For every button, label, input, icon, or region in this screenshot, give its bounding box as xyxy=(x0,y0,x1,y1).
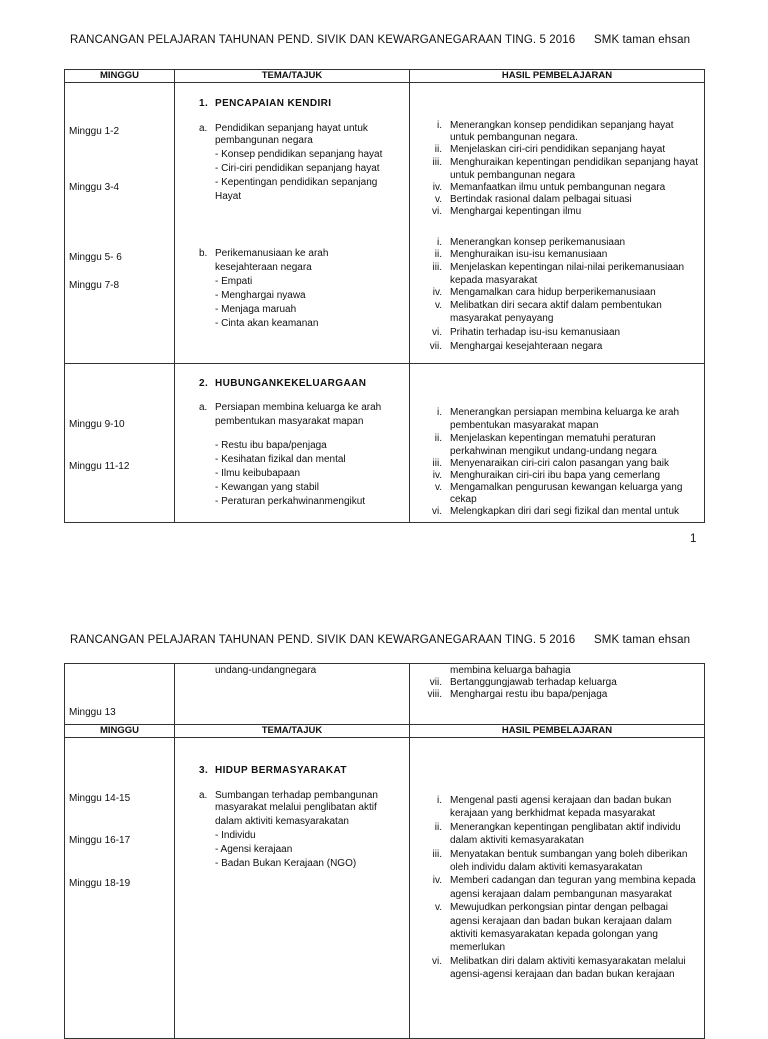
outcome-numeral: v. xyxy=(434,194,442,205)
subtopic-line: dalam aktiviti kemasyarakatan xyxy=(215,816,349,827)
outcome-cell xyxy=(410,664,705,725)
outcome-text: Menjelaskan kepentingan mematuhi peraturan perkahwinan mengikut undang-undang negara xyxy=(450,433,657,457)
table-row xyxy=(65,738,705,1039)
week-cell xyxy=(65,83,175,364)
outcome-numeral: vii. xyxy=(429,341,442,352)
outcome-item xyxy=(418,261,700,287)
outcome-text: Menerangkan konsep perikemanusiaan xyxy=(450,237,626,248)
subtopic-item: - Peraturan perkahwinanmengikut xyxy=(215,496,366,507)
subtopic-item: - Kesihatan fizikal dan mental xyxy=(215,454,346,465)
outcome-item xyxy=(418,848,700,875)
week-label: Minggu 16-17 xyxy=(69,835,131,846)
week-label: Minggu 5- 6 xyxy=(69,252,122,263)
outcome-numeral: i. xyxy=(437,795,442,806)
table-row xyxy=(65,364,705,523)
outcome-item xyxy=(418,237,700,249)
week-cell xyxy=(65,664,175,725)
subtopic-line: - Menghargai nyawa xyxy=(215,290,306,301)
subtopic-line: undang-undangnegara xyxy=(215,665,317,676)
section-title xyxy=(199,765,347,777)
table-row xyxy=(65,83,705,364)
outcome-cell xyxy=(410,83,705,364)
subtopic-line: pembangunan negara xyxy=(215,135,313,146)
outcome-item xyxy=(418,120,700,144)
outcome-text: Bertindak rasional dalam pelbagai situasi xyxy=(450,194,632,205)
section-title xyxy=(199,378,366,390)
header-school: SMK taman ehsan xyxy=(594,634,691,646)
outcome-item xyxy=(418,821,700,848)
subtopic-line: Perikemanusiaan ke arah xyxy=(215,248,329,259)
subtopic-line: Pendidikan sepanjang hayat untuk xyxy=(215,123,368,134)
outcome-numeral: ii. xyxy=(434,821,442,833)
subtopic-line: masyarakat melalui penglibatan aktif xyxy=(215,802,377,813)
subtopic-line: Hayat xyxy=(215,191,242,202)
outcome-numeral: iii. xyxy=(432,157,442,168)
page-gap xyxy=(0,560,768,600)
outcome-item xyxy=(418,506,700,518)
subtopic-line: - Konsep pendidikan sepanjang hayat xyxy=(215,149,383,160)
document-page-2 xyxy=(0,600,768,1024)
outcome-numeral: i. xyxy=(437,237,442,248)
subtopic-line: - Individu xyxy=(215,830,256,841)
subtopic-line: - Ciri-ciri pendidikan sepanjang hayat xyxy=(215,163,380,174)
subtopic-line: Persiapan membina keluarga ke arah xyxy=(215,402,382,413)
section-number: 1. xyxy=(199,98,209,109)
header-school: SMK taman ehsan xyxy=(594,34,691,46)
outcome-item xyxy=(418,327,700,339)
outcome-list xyxy=(418,665,700,701)
week-cell xyxy=(65,738,175,1039)
outcome-text: Mewujudkan perkongsian pintar dengan pelbagai agensi kerajaan dan badan bukan kerajaan dalam aktiviti kemasyarakatan kepada golongan yang memerlukan xyxy=(450,902,672,954)
outcome-numeral: v. xyxy=(434,482,442,493)
outcome-list xyxy=(418,120,700,218)
header-title: RANCANGAN PELAJARAN TAHUNAN PEND. SIVIK DAN KEWARGANEGARAAN TING. 5 2016 xyxy=(70,634,576,646)
table-header-row xyxy=(65,70,705,83)
outcome-item xyxy=(418,901,700,955)
outcome-text: Melibatkan diri dalam aktiviti kemasyarakatan melalui agensi-agensi kerajaan dan badan bukan kerajaan xyxy=(450,955,686,981)
section-title-text: HIDUP BERMASYARAKAT xyxy=(215,765,347,776)
outcome-text: Menghuraikan kepentingan pendidikan sepanjang hayat untuk pembangunan negara xyxy=(450,157,698,181)
subtopic-letter: b. xyxy=(199,248,208,259)
week-label: Minggu 9-10 xyxy=(69,419,125,430)
outcome-numeral: v. xyxy=(434,902,442,914)
table-header-row xyxy=(65,725,705,738)
outcome-item xyxy=(418,194,700,206)
theme-cell xyxy=(175,664,410,725)
outcome-numeral: iii. xyxy=(432,848,442,860)
subtopic-line: - Kepentingan pendidikan sepanjang xyxy=(215,177,378,188)
subtopic-line: - Empati xyxy=(215,276,253,287)
outcome-numeral: vi. xyxy=(432,327,442,338)
week-label: Minggu 3-4 xyxy=(69,182,120,193)
outcome-numeral: iv. xyxy=(432,287,442,298)
theme-cell xyxy=(175,364,410,523)
week-label: Minggu 7-8 xyxy=(69,280,120,291)
outcome-text: Prihatin terhadap isu-isu kemanusiaan xyxy=(450,327,621,338)
subtopic-letter: a. xyxy=(199,123,208,134)
theme-cell xyxy=(175,83,410,364)
outcome-text: Menghargai kepentingan ilmu xyxy=(450,206,582,217)
outcome-text: Memberi cadangan dan teguran yang membina kepada agensi kerajaan dalam pembangunan masyarakat xyxy=(450,875,696,900)
outcome-numeral: i. xyxy=(437,120,442,131)
subtopic-line: kesejahteraan negara xyxy=(215,262,312,273)
week-label: Minggu 11-12 xyxy=(69,461,130,472)
outcome-text: Menghuraikan ciri-ciri ibu bapa yang cemerlang xyxy=(450,470,661,481)
outcome-item xyxy=(418,406,700,432)
section-title-text: PENCAPAIAN KENDIRI xyxy=(215,98,332,109)
page-number: 1 xyxy=(690,533,697,545)
outcome-item xyxy=(418,182,700,194)
column-header-hasil: HASIL PEMBELAJARAN xyxy=(410,725,705,738)
header-title: RANCANGAN PELAJARAN TAHUNAN PEND. SIVIK DAN KEWARGANEGARAAN TING. 5 2016 xyxy=(70,34,576,46)
outcome-item xyxy=(418,470,700,482)
section-title xyxy=(199,98,331,110)
week-label: Minggu 14-15 xyxy=(69,793,131,804)
outcome-numeral: viii. xyxy=(427,689,442,700)
table-row xyxy=(65,664,705,725)
outcome-text: Melibatkan diri secara aktif dalam pembentukan masyarakat penyayang xyxy=(450,300,662,324)
outcome-item xyxy=(418,794,700,821)
week-label: Minggu 1-2 xyxy=(69,126,120,137)
column-header-tema: TEMA/TAJUK xyxy=(175,725,410,738)
outcome-item xyxy=(418,249,700,261)
outcome-numeral: vi. xyxy=(432,206,442,217)
column-header-minggu: MINGGU xyxy=(65,70,175,83)
outcome-item xyxy=(418,206,700,218)
outcome-text: Mengamalkan pengurusan kewangan keluarga yang cekap xyxy=(450,482,683,505)
week-label: Minggu 18-19 xyxy=(69,878,131,889)
outcome-item xyxy=(418,156,700,182)
outcome-item xyxy=(418,432,700,458)
outcome-numeral: ii. xyxy=(434,249,442,260)
outcome-item xyxy=(418,341,700,353)
outcome-list xyxy=(418,406,700,518)
outcome-item xyxy=(418,287,700,299)
section-number: 3. xyxy=(199,765,209,776)
subtopic-line: Sumbangan terhadap pembangunan xyxy=(215,790,378,801)
outcome-numeral: vii. xyxy=(429,677,442,688)
subtopic-line: - Cinta akan keamanan xyxy=(215,318,319,329)
subtopic-line: - Agensi kerajaan xyxy=(215,844,293,855)
outcome-item xyxy=(418,482,700,506)
column-header-tema: TEMA/TAJUK xyxy=(175,70,410,83)
outcome-numeral: iv. xyxy=(432,875,442,887)
outcome-numeral: iv. xyxy=(432,182,442,193)
outcome-item xyxy=(418,874,700,901)
outcome-text: Menerangkan kepentingan penglibatan aktif individu dalam aktiviti kemasyarakatan xyxy=(450,821,681,847)
column-header-hasil: HASIL PEMBELAJARAN xyxy=(410,70,705,83)
outcome-cell xyxy=(410,364,705,523)
outcome-numeral: iii. xyxy=(432,458,442,469)
outcome-numeral: ii. xyxy=(434,433,442,444)
outcome-numeral: i. xyxy=(437,407,442,418)
outcome-numeral: v. xyxy=(434,300,442,311)
outcome-text: Menghargai kesejahteraan negara xyxy=(450,341,603,352)
outcome-list xyxy=(418,794,700,982)
lesson-plan-table-2 xyxy=(64,663,705,1039)
outcome-text: Menyenaraikan ciri-ciri calon pasangan yang baik xyxy=(450,458,670,469)
outcome-numeral: vi. xyxy=(432,955,442,967)
outcome-item xyxy=(418,955,700,982)
outcome-text: Menghuraikan isu-isu kemanusiaan xyxy=(450,249,608,260)
week-label: Minggu 13 xyxy=(69,707,116,718)
outcome-text: Bertanggungjawab terhadap keluarga xyxy=(450,677,617,688)
outcome-item xyxy=(418,665,700,677)
lesson-plan-table-1 xyxy=(64,69,705,523)
outcome-item xyxy=(418,677,700,689)
outcome-text: Menjelaskan kepentingan nilai-nilai perikemanusiaan kepada masyarakat xyxy=(450,262,685,286)
outcome-numeral: vi. xyxy=(432,506,442,517)
section-title-text: HUBUNGANKEKELUARGAAN xyxy=(215,378,367,389)
outcome-item xyxy=(418,458,700,470)
outcome-numeral: iv. xyxy=(432,470,442,481)
outcome-text: Mengamalkan cara hidup berperikemanusiaan xyxy=(450,287,656,298)
subtopic-line: - Menjaga maruah xyxy=(215,304,297,315)
outcome-cell xyxy=(410,738,705,1039)
outcome-item xyxy=(418,144,700,156)
outcome-numeral: ii. xyxy=(434,144,442,155)
outcome-text: Menjelaskan ciri-ciri pendidikan sepanjang hayat xyxy=(450,144,666,155)
outcome-text: Mengenal pasti agensi kerajaan dan badan bukan kerajaan yang berkhidmat kepada masyarakat xyxy=(450,795,672,820)
outcome-text: Melengkapkan diri dari segi fizikal dan mental untuk xyxy=(450,506,680,517)
subtopic-letter: a. xyxy=(199,790,208,801)
theme-cell xyxy=(175,738,410,1039)
subtopic-item: - Kewangan yang stabil xyxy=(215,482,319,493)
outcome-text: membina keluarga bahagia xyxy=(450,665,571,676)
outcome-text: Menerangkan konsep pendidikan sepanjang hayat untuk pembangunan negara. xyxy=(450,120,674,143)
subtopic-line: - Badan Bukan Kerajaan (NGO) xyxy=(215,858,357,869)
week-cell xyxy=(65,364,175,523)
subtopic-letter: a. xyxy=(199,402,208,413)
outcome-item xyxy=(418,299,700,325)
outcome-list xyxy=(418,237,700,353)
outcome-text: Menghargai restu ibu bapa/penjaga xyxy=(450,689,608,700)
subtopic-item: - Restu ibu bapa/penjaga xyxy=(215,440,327,451)
subtopic-item: - Ilmu keibubapaan xyxy=(215,468,301,479)
column-header-minggu: MINGGU xyxy=(65,725,175,738)
subtopic-line: pembentukan masyarakat mapan xyxy=(215,416,364,427)
outcome-text: Memanfaatkan ilmu untuk pembangunan negara xyxy=(450,182,666,193)
section-number: 2. xyxy=(199,378,209,389)
outcome-text: Menyatakan bentuk sumbangan yang boleh diberikan oleh individu dalam aktiviti kemasyarakatan xyxy=(450,848,688,874)
outcome-numeral: iii. xyxy=(432,262,442,273)
outcome-text: Menerangkan persiapan membina keluarga ke arah pembentukan masyarakat mapan xyxy=(450,407,680,431)
outcome-item xyxy=(418,689,700,701)
